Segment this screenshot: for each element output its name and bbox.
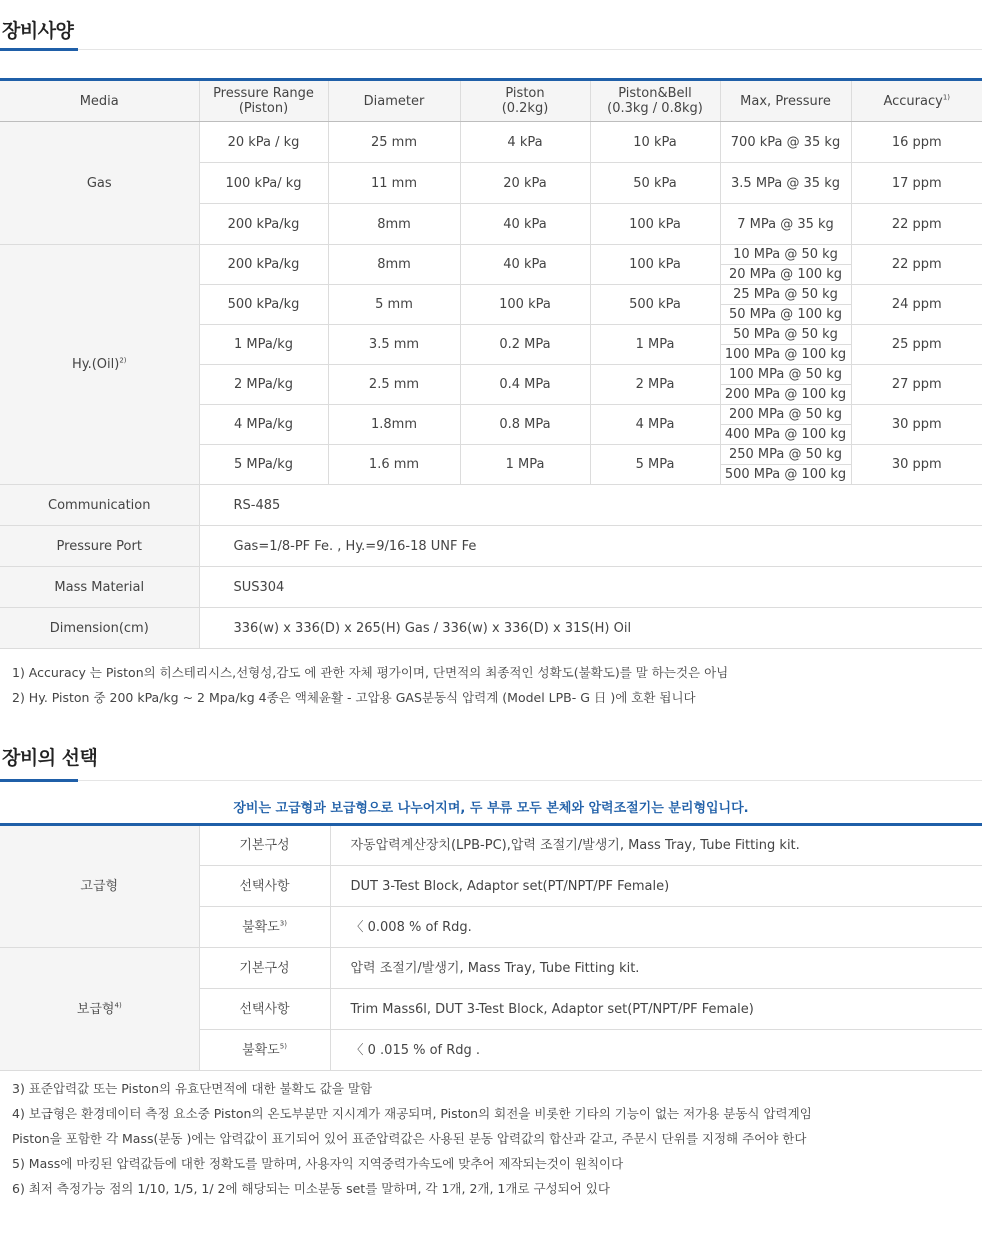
cell-range: 5 MPa/kg (199, 445, 328, 485)
cell-diameter: 3.5 mm (328, 325, 460, 365)
cell-piston-bell: 5 MPa (590, 445, 720, 485)
value-dimension: 336(w) x 336(D) x 265(H) Gas / 336(w) x 336(D) x 31S(H) Oil (199, 608, 982, 649)
selection-table (0, 823, 982, 1071)
cell-accuracy: 16 ppm (851, 122, 982, 163)
cell-piston: 40 kPa (460, 245, 590, 285)
value-communication: RS-485 (199, 485, 982, 526)
cell-diameter: 2.5 mm (328, 365, 460, 405)
media-gas: Gas (0, 122, 199, 245)
cell-diameter: 5 mm (328, 285, 460, 325)
cell-diameter: 25 mm (328, 122, 460, 163)
cell-piston-bell: 500 kPa (590, 285, 720, 325)
table-row (0, 948, 982, 989)
group-standard-text: 보급형 (76, 1001, 115, 1017)
cell-max-pressure: 200 MPa @ 100 kg (720, 385, 851, 405)
cell-value: DUT 3-Test Block, Adaptor set(PT/NPT/PF Female) (330, 866, 982, 907)
value-mass-material: SUS304 (199, 567, 982, 608)
cell-value: 자동압력계산장치(LPB-PC),압력 조절기/발생기, Mass Tray, Tube Fitting kit. (330, 825, 982, 866)
section-title-selection-text: 장비의 선택 (2, 747, 98, 769)
cell-piston: 1 MPa (460, 445, 590, 485)
label-dimension: Dimension(cm) (0, 608, 199, 649)
cell-range: 200 kPa/kg (199, 204, 328, 245)
cell-piston: 0.8 MPa (460, 405, 590, 445)
header-accuracy-text: Accuracy (883, 93, 943, 109)
cell-max-pressure: 100 MPa @ 100 kg (720, 345, 851, 365)
cell-item: 선택사항 (199, 866, 330, 907)
cell-piston-bell: 2 MPa (590, 365, 720, 405)
section-title-specs-text: 장비사양 (2, 20, 74, 42)
table-row (0, 245, 982, 265)
label-mass-material: Mass Material (0, 567, 199, 608)
cell-accuracy: 22 ppm (851, 245, 982, 285)
cell-accuracy: 30 ppm (851, 405, 982, 445)
spec-header-row (0, 80, 982, 122)
spec-table (0, 78, 982, 649)
cell-max-pressure: 700 kPa @ 35 kg (720, 122, 851, 163)
cell-max-pressure: 50 MPa @ 100 kg (720, 305, 851, 325)
cell-value: 〈 0 .015 % of Rdg . (330, 1030, 982, 1071)
media-oil (0, 245, 199, 485)
header-piston (460, 80, 590, 122)
header-pressure-range-line2: (Piston) (238, 101, 289, 116)
cell-diameter: 1.6 mm (328, 445, 460, 485)
note-3: 3) 표준압력값 또는 Piston의 유효단면적에 대한 불확도 값을 말함 (12, 1081, 373, 1096)
cell-max-pressure: 20 MPa @ 100 kg (720, 265, 851, 285)
footnote-marker: 2) (119, 356, 127, 365)
selection-notes (12, 1076, 812, 1201)
cell-item-text: 불확도 (242, 919, 280, 935)
cell-piston: 0.2 MPa (460, 325, 590, 365)
cell-accuracy: 24 ppm (851, 285, 982, 325)
cell-piston-bell: 50 kPa (590, 163, 720, 204)
cell-piston-bell: 4 MPa (590, 405, 720, 445)
header-piston-line2: (0.2kg) (501, 101, 549, 116)
header-piston-bell-line2: (0.3kg / 0.8kg) (607, 101, 703, 116)
cell-piston-bell: 100 kPa (590, 204, 720, 245)
footnote-marker: 5) (279, 1042, 287, 1051)
cell-item (199, 907, 330, 948)
cell-piston: 100 kPa (460, 285, 590, 325)
footnote-marker: 4) (114, 1001, 122, 1010)
cell-max-pressure: 50 MPa @ 50 kg (720, 325, 851, 345)
cell-diameter: 8mm (328, 245, 460, 285)
label-communication: Communication (0, 485, 199, 526)
cell-max-pressure: 400 MPa @ 100 kg (720, 425, 851, 445)
media-oil-text: Hy.(Oil) (71, 357, 120, 372)
cell-range: 1 MPa/kg (199, 325, 328, 365)
cell-max-pressure: 25 MPa @ 50 kg (720, 285, 851, 305)
header-accuracy (851, 80, 982, 122)
cell-range: 4 MPa/kg (199, 405, 328, 445)
table-row (0, 825, 982, 866)
section-title-specs (0, 14, 982, 50)
cell-max-pressure: 100 MPa @ 50 kg (720, 365, 851, 385)
footnote-marker: 1) (942, 93, 951, 102)
selection-intro: 장비는 고급형과 보급형으로 나누어지며, 두 부류 모두 본체와 압력조절기는 분리형입니다. (233, 801, 749, 816)
cell-range: 500 kPa/kg (199, 285, 328, 325)
header-piston-bell (590, 80, 720, 122)
cell-range: 2 MPa/kg (199, 365, 328, 405)
header-pressure-range-line1: Pressure Range (213, 86, 314, 101)
footnote-marker: 3) (279, 919, 287, 928)
cell-accuracy: 22 ppm (851, 204, 982, 245)
cell-max-pressure: 3.5 MPa @ 35 kg (720, 163, 851, 204)
label-pressure-port: Pressure Port (0, 526, 199, 567)
header-diameter: Diameter (328, 80, 460, 122)
table-row (0, 608, 982, 649)
cell-diameter: 1.8mm (328, 405, 460, 445)
cell-piston-bell: 10 kPa (590, 122, 720, 163)
header-max-pressure: Max, Pressure (720, 80, 851, 122)
table-row (0, 567, 982, 608)
section-title-underline (0, 779, 78, 782)
note-4-cont: Piston을 포함한 각 Mass(분동 )에는 압력값이 표기되어 있어 표준압력값은 사용된 분동 압력값의 합산과 같고, 주문시 단위를 지정해 주어야 한다 (12, 1131, 807, 1146)
note-1: 1) Accuracy 는 Piston의 히스테리시스,선형성,감도 에 관한 자체 평가이며, 단면적의 최종적인 성확도(불확도)를 말 하는것은 아님 (12, 665, 729, 680)
cell-range: 200 kPa/kg (199, 245, 328, 285)
cell-max-pressure: 250 MPa @ 50 kg (720, 445, 851, 465)
cell-item (199, 1030, 330, 1071)
cell-item-text: 불확도 (242, 1042, 280, 1058)
header-piston-bell-line1: Piston&Bell (618, 86, 692, 101)
note-2: 2) Hy. Piston 중 200 kPa/kg ~ 2 Mpa/kg 4종은 액체윤활 - 고압용 GAS분동식 압력계 (Model LPB- G 日 )에 호환 됩니다 (12, 690, 696, 705)
cell-diameter: 11 mm (328, 163, 460, 204)
cell-value: 압력 조절기/발생기, Mass Tray, Tube Fitting kit. (330, 948, 982, 989)
table-row (0, 122, 982, 163)
cell-accuracy: 17 ppm (851, 163, 982, 204)
cell-piston: 0.4 MPa (460, 365, 590, 405)
cell-max-pressure: 200 MPa @ 50 kg (720, 405, 851, 425)
cell-piston: 40 kPa (460, 204, 590, 245)
cell-range: 20 kPa / kg (199, 122, 328, 163)
table-row (0, 485, 982, 526)
cell-value: Trim Mass6l, DUT 3-Test Block, Adaptor set(PT/NPT/PF Female) (330, 989, 982, 1030)
cell-piston: 20 kPa (460, 163, 590, 204)
cell-max-pressure: 500 MPa @ 100 kg (720, 465, 851, 485)
header-media: Media (0, 80, 199, 122)
cell-item: 선택사항 (199, 989, 330, 1030)
cell-value: 〈 0.008 % of Rdg. (330, 907, 982, 948)
header-piston-line1: Piston (505, 86, 545, 101)
cell-accuracy: 30 ppm (851, 445, 982, 485)
group-premium: 고급형 (0, 825, 199, 948)
cell-piston: 4 kPa (460, 122, 590, 163)
cell-diameter: 8mm (328, 204, 460, 245)
cell-range: 100 kPa/ kg (199, 163, 328, 204)
header-pressure-range (199, 80, 328, 122)
cell-max-pressure: 7 MPa @ 35 kg (720, 204, 851, 245)
note-6: 6) 최저 측정가능 점의 1/10, 1/5, 1/ 2에 해당되는 미소분동 set를 말하며, 각 1개, 2개, 1개로 구성되어 있다 (12, 1181, 610, 1196)
spec-notes (12, 660, 728, 710)
cell-piston-bell: 1 MPa (590, 325, 720, 365)
note-4: 4) 보급형은 환경데이터 측정 요소중 Piston의 온도부분만 지시계가 재공되며, Piston의 회전을 비롯한 기타의 기능이 없는 저가용 분동식 압력계임 (12, 1106, 812, 1121)
group-standard (0, 948, 199, 1071)
cell-accuracy: 27 ppm (851, 365, 982, 405)
note-5: 5) Mass에 마킹된 압력값듬에 대한 정확도를 말하며, 사용자익 지역중력가속도에 맞추어 제작되는것이 원칙이다 (12, 1156, 624, 1171)
section-title-selection (0, 741, 982, 781)
value-pressure-port: Gas=1/8-PF Fe. , Hy.=9/16-18 UNF Fe (199, 526, 982, 567)
section-title-underline (0, 48, 78, 51)
cell-max-pressure: 10 MPa @ 50 kg (720, 245, 851, 265)
cell-accuracy: 25 ppm (851, 325, 982, 365)
cell-item: 기본구성 (199, 948, 330, 989)
table-row (0, 526, 982, 567)
cell-item: 기본구성 (199, 825, 330, 866)
cell-piston-bell: 100 kPa (590, 245, 720, 285)
